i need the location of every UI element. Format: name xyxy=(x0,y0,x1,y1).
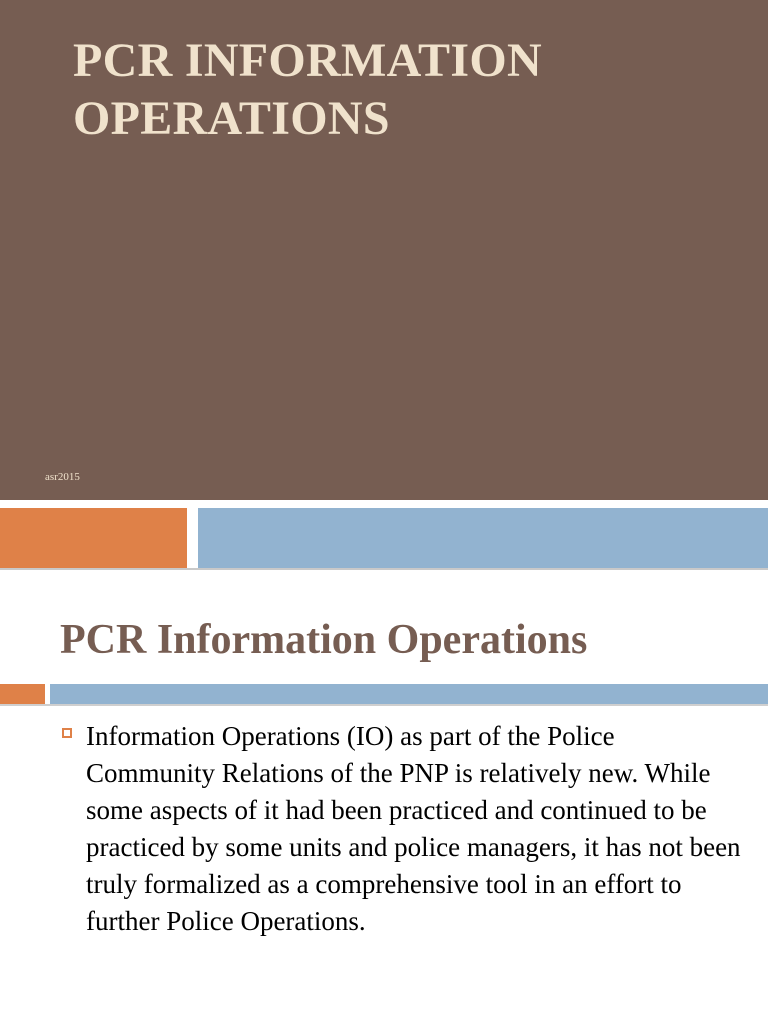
accent-bar-shadow xyxy=(0,568,768,570)
title-slide-heading: PCR INFORMATION OPERATIONS xyxy=(73,34,542,145)
blue-accent-bar xyxy=(198,508,768,568)
square-bullet-icon xyxy=(62,728,72,738)
slide-separator xyxy=(0,500,768,508)
bullet-text: Information Operations (IO) as part of the Police Community Relations of the PNP is relatively new. While some aspects of it had been practiced and continued to be practiced by some units and police managers, it has not been truly formalized as a comprehensive tool in an effort to further Police Operations. xyxy=(86,721,741,936)
orange-accent-bar xyxy=(0,508,187,568)
title-slide xyxy=(0,0,768,500)
orange-divider-bar xyxy=(0,684,45,704)
title-slide-footer: asr2015 xyxy=(45,471,80,483)
content-slide-heading: PCR Information Operations xyxy=(60,617,588,663)
blue-divider-bar xyxy=(50,684,768,704)
divider-shadow xyxy=(0,704,768,706)
